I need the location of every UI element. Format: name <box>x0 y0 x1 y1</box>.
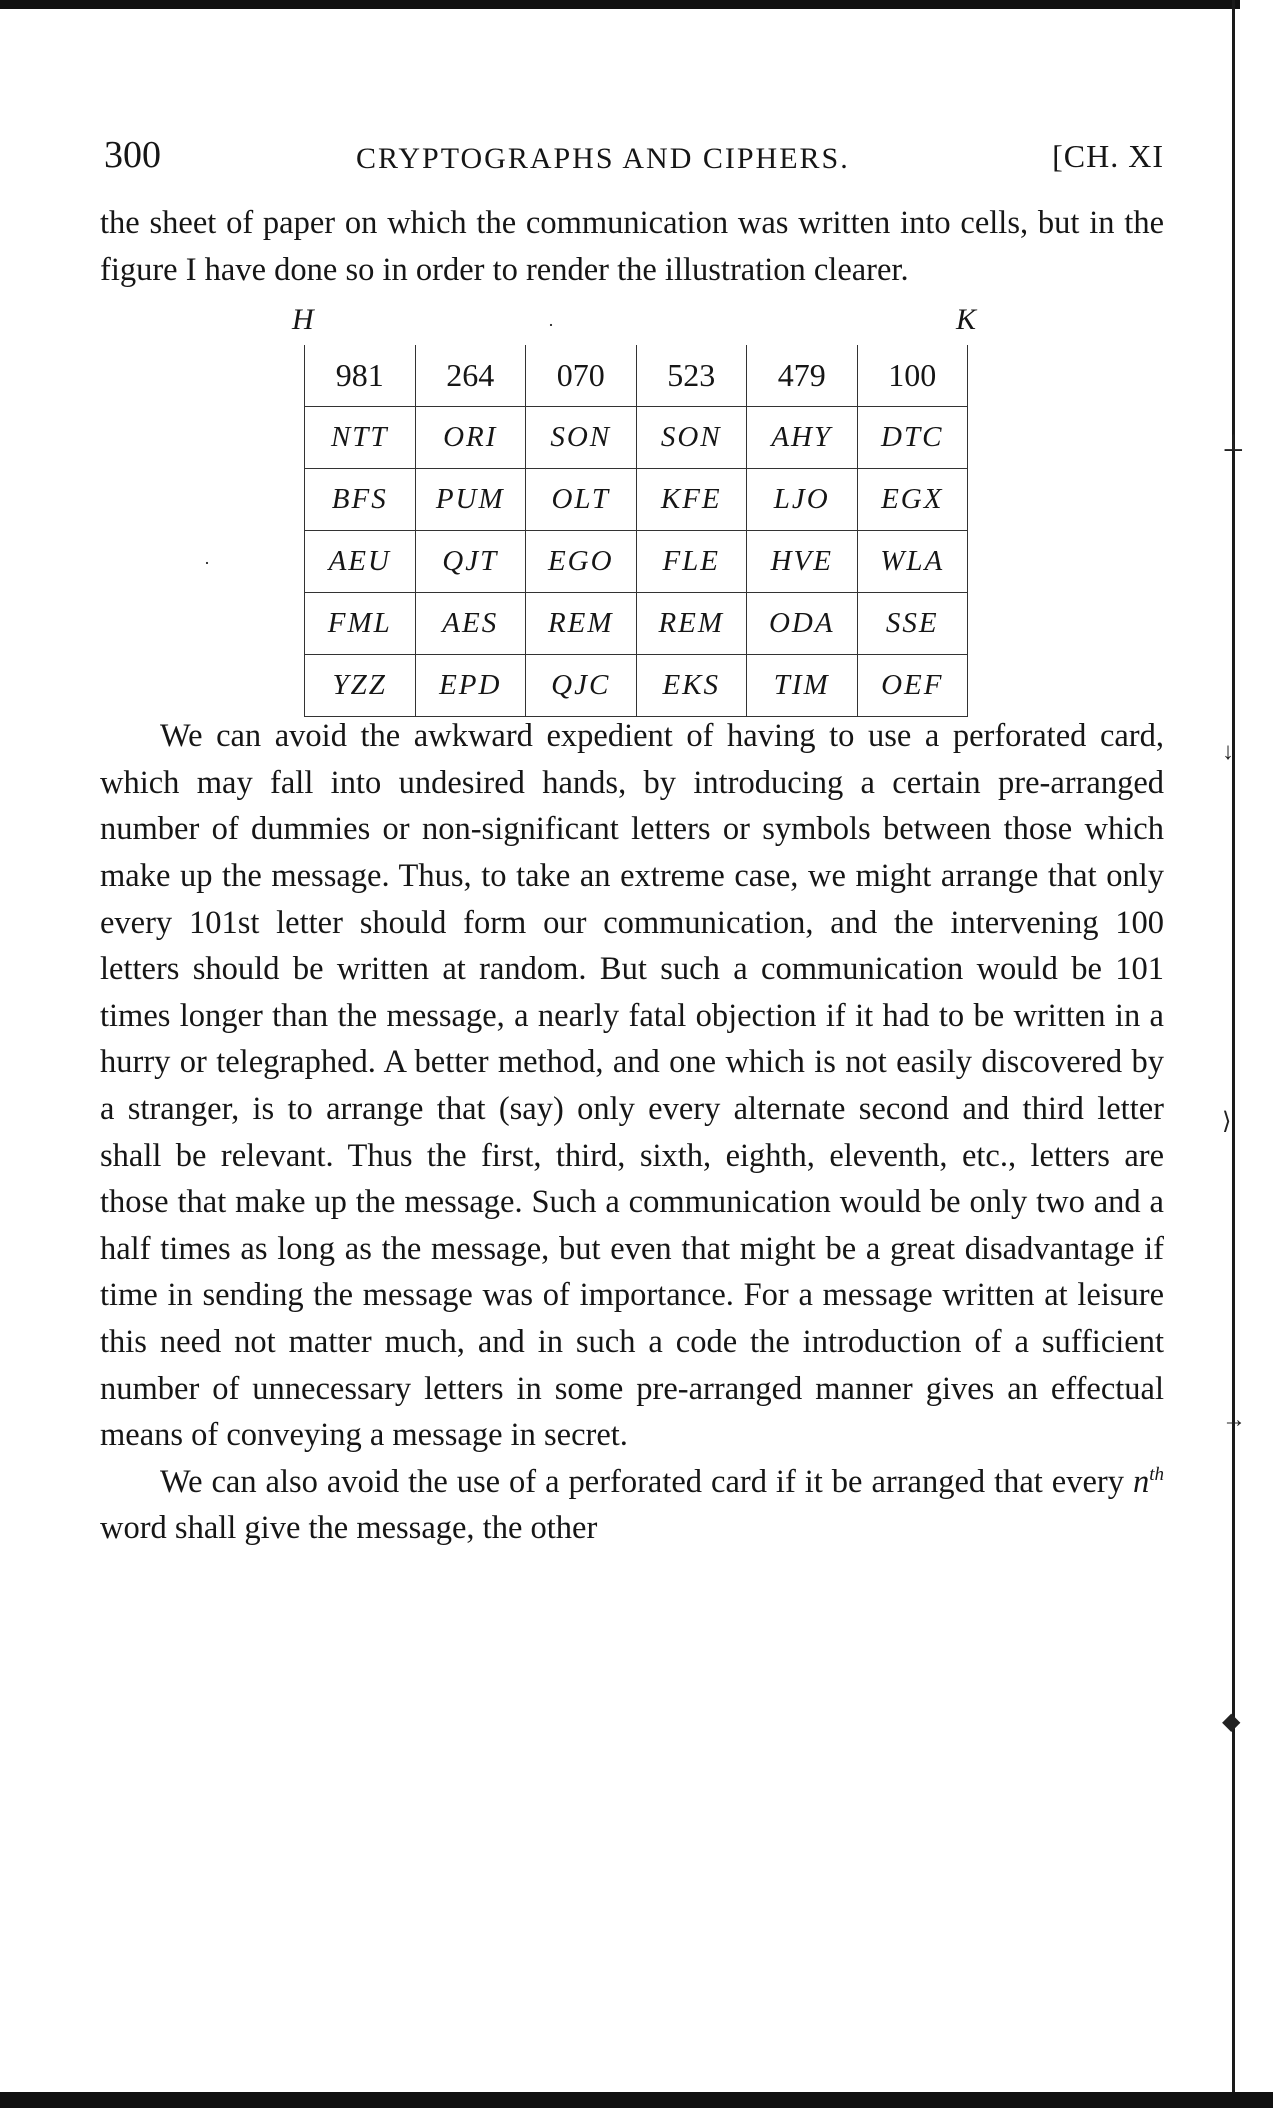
fold-mark-icon: ↓ <box>1222 739 1234 765</box>
paragraph-text: We can also avoid the use of a perforated card if it be arranged that every <box>160 1463 1133 1500</box>
paragraph-text: word shall give the message, the other <box>100 1510 598 1547</box>
page-fold-line <box>1232 0 1235 2095</box>
grid-cell: FML <box>305 593 416 655</box>
grid-header-row <box>305 345 968 407</box>
fold-mark-icon: ⟩ <box>1222 1109 1232 1135</box>
grid-row <box>305 407 968 469</box>
grid-cell: LJO <box>747 469 858 531</box>
grid-cell: REM <box>526 593 637 655</box>
grid-cell: BFS <box>305 469 416 531</box>
stray-dot: · <box>204 553 210 574</box>
page-number: 300 <box>104 134 161 176</box>
grid-cell: SON <box>636 407 747 469</box>
chapter-label: [CH. XI <box>1052 138 1164 174</box>
grid-cell: EGO <box>526 531 637 593</box>
grid-cell: PUM <box>415 469 526 531</box>
grid-cell: ODA <box>747 593 858 655</box>
grid-cell: EPD <box>415 655 526 717</box>
grid-row <box>305 655 968 717</box>
grid-cell: REM <box>636 593 747 655</box>
grid-cell: NTT <box>305 407 416 469</box>
grid-header-cell: 100 <box>857 345 968 407</box>
top-edge-rule <box>0 0 1240 9</box>
superscript-th: th <box>1149 1463 1164 1485</box>
grid-cell: AES <box>415 593 526 655</box>
grid-cell: KFE <box>636 469 747 531</box>
grid-cell: EKS <box>636 655 747 717</box>
bottom-edge-rule <box>0 2092 1273 2108</box>
grid-header-cell: 264 <box>415 345 526 407</box>
corner-label-k: K <box>956 303 977 337</box>
grid-row <box>305 593 968 655</box>
grid-header-cell: 981 <box>305 345 416 407</box>
running-header <box>100 130 1164 190</box>
fold-mark-icon: → <box>1222 1407 1246 1433</box>
grid-cell: DTC <box>857 407 968 469</box>
grid-cell: EGX <box>857 469 968 531</box>
grid-cell: ORI <box>415 407 526 469</box>
stray-dot: · <box>548 315 554 336</box>
fold-mark-icon: ◆ <box>1222 1709 1241 1735</box>
paragraph-dummies: We can avoid the awkward expedient of having to use a perforated card, which may fall into undesired hands, by introducing a certain pre-arranged number of dummies or non-significant letters or symbols between those which make up the message. Thus, to take an extreme case, we might arrange that only every 101st letter should form our communication, and the intervening 100 letters should be written at random. But such a communication would be 101 times longer than the message, a nearly fatal objection if it had to be written in a hurry or telegraphed. A better method, and one which is not easily discovered by a stranger, is to arrange that (say) only every alternate second and third letter shall be relevant. Thus the first, third, sixth, eighth, eleventh, etc., letters are those that make up the message. Such a communication would be only two and a half times as long as the message, but even that might be a great disadvantage if time in sending the message was of importance. For a message written at leisure this need not matter much, and in such a code the introduction of a sufficient number of unnecessary letters in some pre-arranged manner gives an effectual means of conveying a message in secret. <box>100 718 1164 1454</box>
book-page <box>100 130 1164 1552</box>
grid-header-cell: 070 <box>526 345 637 407</box>
grid-cell: SSE <box>857 593 968 655</box>
grid-cell: QJT <box>415 531 526 593</box>
grid-cell: TIM <box>747 655 858 717</box>
grid-cell: QJC <box>526 655 637 717</box>
running-title: CRYPTOGRAPHS AND CIPHERS. <box>356 142 850 175</box>
grid-cell: OEF <box>857 655 968 717</box>
grid-cell: AEU <box>305 531 416 593</box>
grid-row <box>305 469 968 531</box>
cipher-figure <box>100 293 1164 713</box>
grid-cell: OLT <box>526 469 637 531</box>
corner-label-h: H <box>292 303 314 337</box>
fold-mark-icon: ⊥ <box>1222 431 1245 457</box>
paragraph-intro: the sheet of paper on which the communication was written into cells, but in the figure I have done so in order to render the illustration clearer. <box>100 205 1164 288</box>
grid-header-cell: 523 <box>636 345 747 407</box>
grid-header-cell: 479 <box>747 345 858 407</box>
grid-cell: AHY <box>747 407 858 469</box>
paragraph-nth-word <box>100 1459 1164 1552</box>
grid-cell: WLA <box>857 531 968 593</box>
cipher-grid <box>304 345 968 717</box>
grid-cell: HVE <box>747 531 858 593</box>
grid-cell: YZZ <box>305 655 416 717</box>
variable-n: n <box>1132 1463 1150 1500</box>
grid-cell: FLE <box>636 531 747 593</box>
grid-row <box>305 531 968 593</box>
grid-cell: SON <box>526 407 637 469</box>
